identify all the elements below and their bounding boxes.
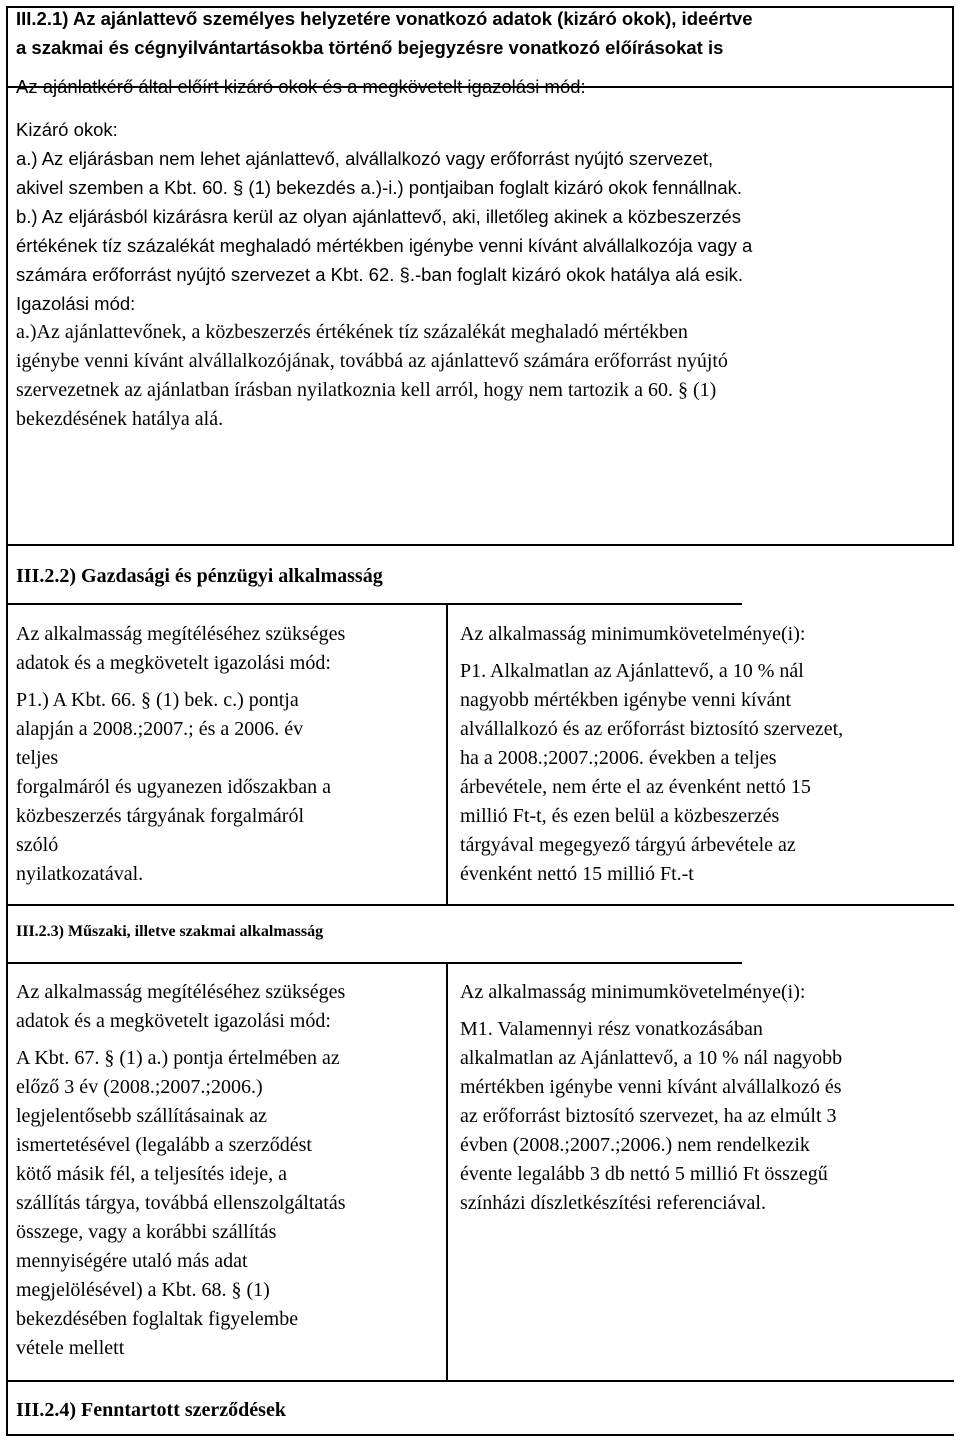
s3-bottom-line: [6, 1380, 954, 1382]
cell-line: az erőforrást biztosító szervezet, ha az elmúlt 3: [460, 1105, 837, 1127]
body-line: Igazolási mód:: [16, 293, 136, 314]
page-bottom-line: [6, 1434, 954, 1436]
cell-line: forgalmáról és ugyanezen időszakban a: [16, 776, 332, 798]
s2-bottom-line: [6, 904, 954, 906]
s3-right-cell: [460, 978, 950, 1218]
cell-line: alapján a 2008.;2007.; és a 2006. év: [16, 718, 304, 740]
cell-head-line: adatok és a megkövetelt igazolási mód:: [16, 652, 331, 674]
cell-line: mértékben igénybe venni kívánt alvállalkozó és: [460, 1076, 842, 1098]
cell-head-line: Az alkalmasság megítéléséhez szükséges: [16, 623, 346, 645]
cell-head-line: adatok és a megkövetelt igazolási mód:: [16, 1010, 331, 1032]
body-line: Az ajánlatkérő által előírt kizáró okok és a megkövetelt igazolási mód:: [16, 76, 586, 97]
cell-line: alkalmatlan az Ajánlattevő, a 10 % nál nagyobb: [460, 1047, 843, 1069]
cell-line: színházi díszletkészítési referenciával.: [460, 1192, 766, 1214]
s1-bottom-line: [6, 544, 954, 546]
body-line: akivel szemben a Kbt. 60. § (1) bekezdés a.)-i.) pontjaiban foglalt kizáró okok fennállnak.: [16, 177, 743, 198]
body-line: szervezetnek az ajánlatban írásban nyilatkoznia kell arról, hogy nem tartozik a 60. § (1): [16, 379, 717, 401]
body-line: b.) Az eljárásból kizárásra kerül az olyan ajánlattevő, aki, illetőleg akinek a közbeszerzés: [16, 206, 741, 227]
cell-line: közbeszerzés tárgyának forgalmáról: [16, 805, 305, 827]
cell-line: P1. Alkalmatlan az Ajánlattevő, a 10 % nál: [460, 660, 804, 682]
cell-line: bekezdésében foglaltak figyelembe: [16, 1308, 299, 1330]
title-line: III.2.1) Az ajánlattevő személyes helyzetére vonatkozó adatok (kizáró okok), ideértve: [16, 8, 753, 29]
cell-line: mennyiségére utaló más adat: [16, 1250, 248, 1272]
cell-head-line: Az alkalmasság minimumkövetelménye(i):: [460, 981, 806, 1003]
section-title-economic: III.2.2) Gazdasági és pénzügyi alkalmasság: [16, 565, 383, 587]
section-body: [16, 62, 946, 434]
cell-line: kötő másik fél, a teljesítés ideje, a: [16, 1163, 288, 1185]
cell-line: évenként nettó 15 millió Ft.-t: [460, 863, 694, 885]
cell-line: évben (2008.;2007.;2006.) nem rendelkezik: [460, 1134, 810, 1156]
title-line: a szakmai és cégnyilvántartásokba történő bejegyzésre vonatkozó előírásokat is: [16, 37, 724, 58]
cell-line: szállítás tárgya, továbbá ellenszolgáltatás: [16, 1192, 346, 1214]
cell-line: nagyobb mértékben igénybe venni kívánt: [460, 689, 792, 711]
cell-head-line: Az alkalmasság minimumkövetelménye(i):: [460, 623, 806, 645]
body-line: bekezdésének hatálya alá.: [16, 408, 224, 430]
body-line: igénybe venni kívánt alvállalkozójának, továbbá az ajánlattevő számára erőforrást nyújtó: [16, 350, 728, 372]
section-title: [16, 0, 946, 62]
cell-line: M1. Valamennyi rész vonatkozásában: [460, 1018, 763, 1040]
s2-column-divider: [446, 605, 448, 905]
s2-title-underline: [6, 603, 742, 605]
section-title-reserved-contracts: III.2.4) Fenntartott szerződések: [16, 1399, 286, 1421]
cell-line: árbevétele, nem érte el az évenként nettó 15: [460, 776, 811, 798]
cell-line: összege, vagy a korábbi szállítás: [16, 1221, 277, 1243]
body-line: értékének tíz százalékát meghaladó mértékben igénybe venni kívánt alvállalkozója vagy a: [16, 235, 753, 256]
cell-head-line: Az alkalmasság megítéléséhez szükséges: [16, 981, 346, 1003]
cell-line: tárgyával megegyező tárgyú árbevétele az: [460, 834, 796, 856]
body-line: a.) Az eljárásban nem lehet ajánlattevő, alvállalkozó vagy erőforrást nyújtó szervezet,: [16, 148, 714, 169]
body-line: Kizáró okok:: [16, 119, 118, 140]
cell-line: P1.) A Kbt. 66. § (1) bek. c.) pontja: [16, 689, 299, 711]
frame-left-line: [6, 6, 8, 1436]
s3-title-underline: [6, 962, 742, 964]
cell-line: ha a 2008.;2007.;2006. években a teljes: [460, 747, 777, 769]
s2-right-cell: [460, 620, 950, 889]
cell-line: előző 3 év (2008.;2007.;2006.): [16, 1076, 263, 1098]
cell-line: nyilatkozatával.: [16, 863, 144, 885]
s3-left-cell: [16, 978, 441, 1363]
cell-line: megjelölésével) a Kbt. 68. § (1): [16, 1279, 270, 1301]
body-line: a.)Az ajánlattevőnek, a közbeszerzés értékének tíz százalékát meghaladó mértékben: [16, 321, 688, 343]
cell-line: millió Ft-t, és ezen belül a közbeszerzés: [460, 805, 780, 827]
cell-line: alvállalkozó és az erőforrást biztosító szervezet,: [460, 718, 844, 740]
section-title-technical: III.2.3) Műszaki, illetve szakmai alkalmasság: [16, 923, 324, 940]
cell-line: legjelentősebb szállításainak az: [16, 1105, 268, 1127]
section-personal-situation: [16, 0, 946, 434]
s2-left-cell: [16, 620, 441, 889]
body-line: számára erőforrást nyújtó szervezet a Kbt. 62. §.-ban foglalt kizáró okok hatálya alá esik.: [16, 264, 744, 285]
cell-line: teljes: [16, 747, 59, 769]
cell-line: vétele mellett: [16, 1337, 125, 1359]
s3-column-divider: [446, 964, 448, 1380]
cell-line: szóló: [16, 834, 59, 856]
cell-line: A Kbt. 67. § (1) a.) pontja értelmében az: [16, 1047, 340, 1069]
cell-line: évente legalább 3 db nettó 5 millió Ft összegű: [460, 1163, 828, 1185]
cell-line: ismertetésével (legalább a szerződést: [16, 1134, 312, 1156]
